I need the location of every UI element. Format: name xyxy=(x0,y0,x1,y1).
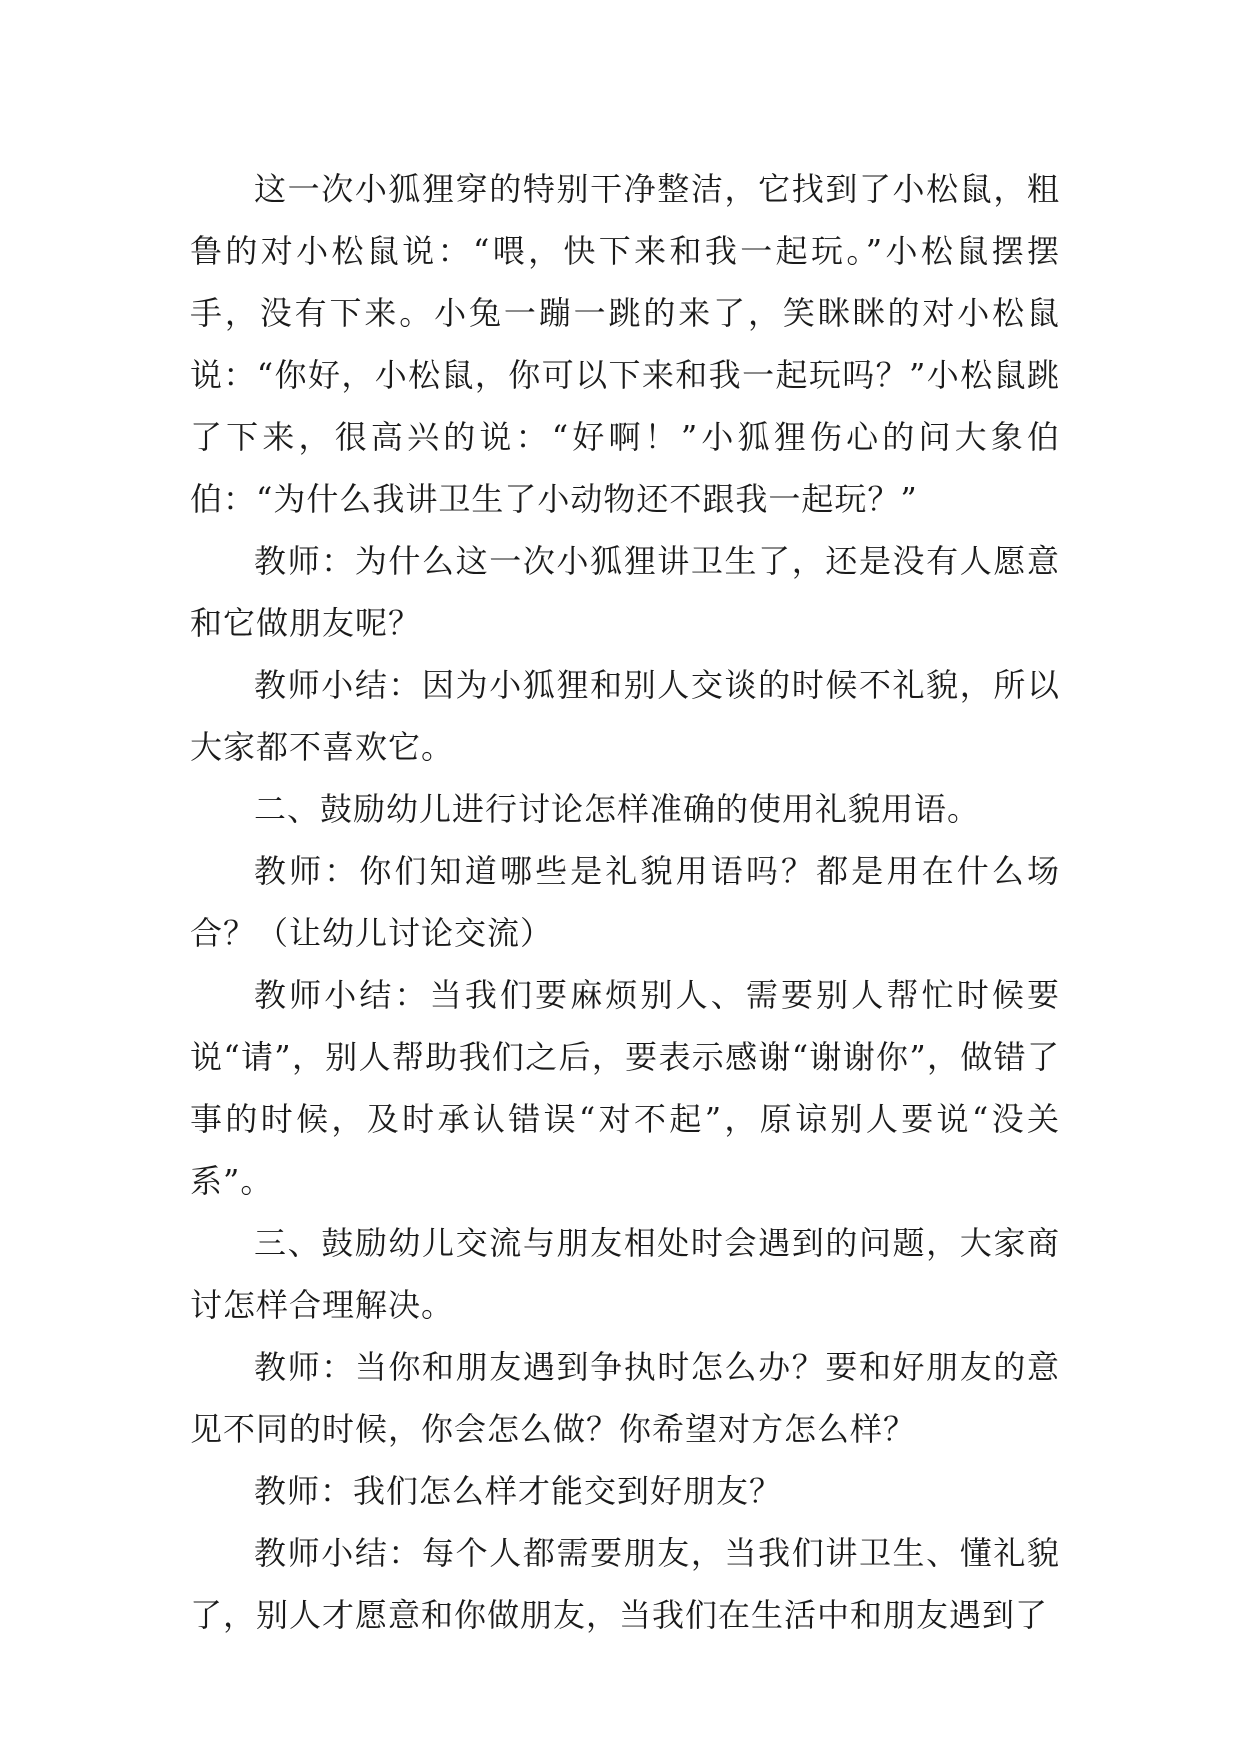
paragraph-section-three: 三、鼓励幼儿交流与朋友相处时会遇到的问题，大家商讨怎样合理解决。 xyxy=(190,1224,1060,1324)
paragraph-teacher-question-4: 教师：我们怎么样才能交到好朋友？ xyxy=(254,1472,783,1510)
document-body xyxy=(190,158,1060,1646)
paragraph-section-two: 二、鼓励幼儿进行讨论怎样准确的使用礼貌用语。 xyxy=(254,790,981,828)
paragraph-story: 这一次小狐狸穿的特别干净整洁，它找到了小松鼠，粗鲁的对小松鼠说：“喂，快下来和我一起玩。”小松鼠摆摆手，没有下来。小兔一蹦一跳的来了，笑眯眯的对小松鼠说：“你好，小松鼠，你可以下来和我一起玩吗？”小松鼠跳了下来，很高兴的说：“好啊！”小狐狸伤心的问大象伯伯：“为什么我讲卫生了小动物还不跟我一起玩？” xyxy=(190,170,1060,518)
paragraph-teacher-question-3: 教师：当你和朋友遇到争执时怎么办？要和好朋友的意见不同的时候，你会怎么做？你希望对方怎么样？ xyxy=(190,1348,1060,1448)
paragraph-teacher-summary-1: 教师小结：因为小狐狸和别人交谈的时候不礼貌，所以大家都不喜欢它。 xyxy=(190,666,1060,766)
paragraph-teacher-summary-2: 教师小结：当我们要麻烦别人、需要别人帮忙时候要说“请”，别人帮助我们之后，要表示感谢“谢谢你”，做错了事的时候，及时承认错误“对不起”，原谅别人要说“没关系”。 xyxy=(190,976,1060,1200)
paragraph-teacher-question-1: 教师：为什么这一次小狐狸讲卫生了，还是没有人愿意和它做朋友呢？ xyxy=(190,542,1060,642)
paragraph-teacher-summary-3: 教师小结：每个人都需要朋友，当我们讲卫生、懂礼貌了，别人才愿意和你做朋友，当我们在生活中和朋友遇到了 xyxy=(190,1534,1060,1634)
paragraph-teacher-question-2: 教师：你们知道哪些是礼貌用语吗？都是用在什么场合？（让幼儿讨论交流） xyxy=(190,852,1060,952)
